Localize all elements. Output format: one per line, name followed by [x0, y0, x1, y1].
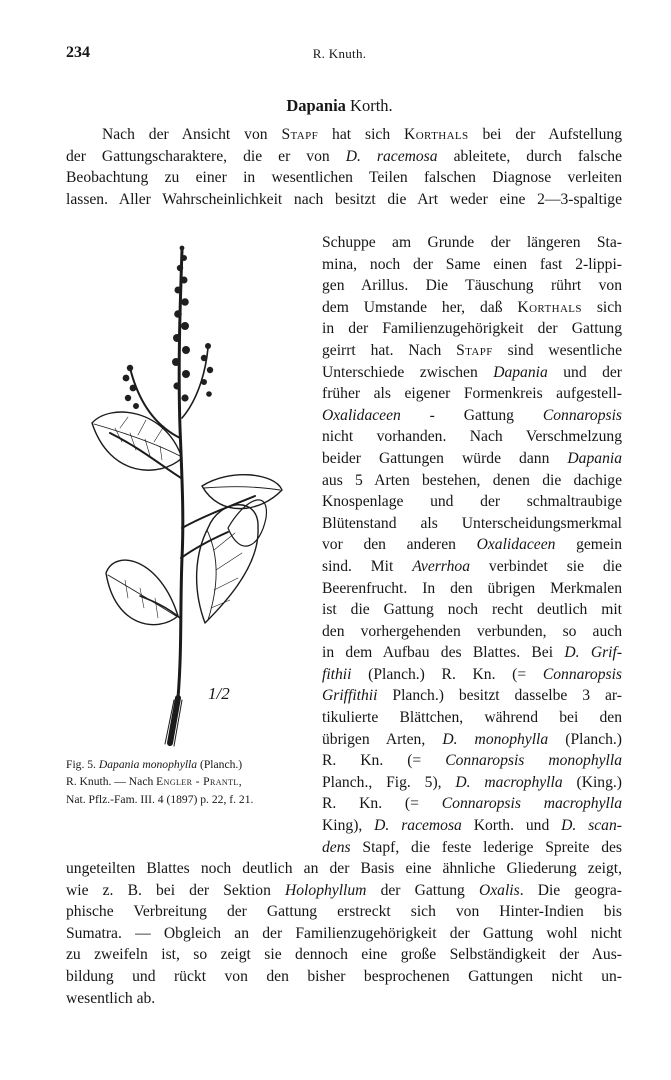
text-line: Griffithii Planch.) besitzt dasselbe 3 ar- [322, 687, 622, 705]
text-line: zu zweifeln ist, so zeigt sie dennoch eine große Selbständigkeit der Aus- [66, 946, 622, 964]
figure-plant-illustration [70, 228, 318, 756]
text-line: R. Kn. (= Connaropsis macrophylla [322, 795, 622, 813]
leaf [92, 412, 182, 470]
text-line: Beerenfrucht. In den übrigen Merkmalen [322, 579, 622, 597]
closing-paragraph [66, 858, 622, 1009]
text-line: vor den anderen Oxalidaceen gemein [322, 536, 622, 554]
page-header [66, 44, 613, 64]
page-number: 234 [66, 44, 90, 61]
text-line: wie z. B. bei der Sektion Holophyllum der Gattung Oxalis. Die geogra- [66, 881, 622, 899]
side-branch [130, 368, 180, 438]
text-line: Sumatra. — Obgleich an der Familienzugehörigkeit der Gattung wohl nicht [66, 924, 622, 942]
text-line: tikulierte Blättchen, während bei den [322, 709, 622, 727]
text-line: Knospenlage und der schmaltraubige [322, 493, 622, 511]
leaf [197, 505, 258, 623]
text-line: der Gattungscharaktere, die er von D. racemosa ableitete, durch falsche [66, 147, 622, 165]
genus-name: Dapania [286, 96, 346, 115]
text-line: Beobachtung zu einer in wesentlichen Teilen falschen Diagnose verleiten [66, 169, 622, 187]
scale-label: 1/2 [208, 684, 230, 703]
text-line: den vorhergehenden verbunden, so auch [322, 622, 622, 640]
right-column-text [322, 232, 622, 858]
genus-author: Korth. [345, 96, 393, 115]
text-line: übrigen Arten, D. monophylla (Planch.) [322, 730, 622, 748]
text-line: R. Kn. (= Connaropsis monophylla [322, 752, 622, 770]
text-line: nicht vorhanden. Nach Verschmelzung [322, 428, 622, 446]
text-line: wesentlich ab. [66, 989, 156, 1007]
text-line: phische Verbreitung der Gattung erstreckt sich von Hinter-Indien bis [66, 903, 622, 921]
text-line: fithii (Planch.) R. Kn. (= Connaropsis [322, 665, 622, 683]
text-line: geirrt hat. Nach Stapf sind wesentliche [322, 341, 622, 359]
text-line: dem Umstande her, daß Korthals sich [322, 298, 622, 316]
text-line: gen Arillus. Die Täuschung rührt von [322, 277, 622, 295]
dapania-monophylla-drawing [70, 228, 318, 756]
intro-paragraph [66, 124, 622, 210]
text-line: dens Stapf, die feste lederige Spreite des [322, 838, 622, 856]
text-line: beider Gattungen würde dann Dapania [322, 449, 622, 467]
text-line: in der Familienzugehörigkeit der Gattung [322, 320, 622, 338]
caption-line: R. Knuth. — Nach Engler - Prantl, [66, 775, 242, 789]
leaf [106, 560, 178, 624]
text-line: in dem Aufbau des Blattes. Bei D. Grif- [322, 644, 622, 662]
text-line: aus 5 Arten bestehen, denen die dachige [322, 471, 622, 489]
text-line: bildung und rückt von den bisher besprochenen Gattungen nicht un- [66, 967, 622, 985]
running-title: R. Knuth. [312, 46, 367, 61]
text-line: lassen. Aller Wahrscheinlichkeit nach besitzt die Art weder eine 2—3-spaltige [66, 190, 622, 208]
text-line: King), D. racemosa Korth. und D. scan- [322, 817, 622, 835]
caption-line: Nat. Pflz.-Fam. III. 4 (1897) p. 22, f. 21. [66, 792, 254, 806]
text-line: sind. Mit Averrhoa verbindet sie die [322, 557, 622, 575]
section-title [66, 96, 613, 116]
leaf [202, 475, 282, 509]
text-line: Unterschiede zwischen Dapania und der [322, 363, 622, 381]
figure-caption [66, 756, 304, 808]
text-line: ungeteilten Blattes noch deutlich an der Basis eine ähnliche Gliederung zeigt, [66, 860, 622, 877]
text-line: Blütenstand als Unterscheidungsmerkmal [322, 514, 622, 532]
text-line: Oxalidaceen - Gattung Connaropsis [322, 406, 622, 424]
text-line: ist die Gattung noch recht deutlich mit [322, 601, 622, 619]
text-line: mina, noch der Same einen fast 2-lippi- [322, 255, 622, 273]
caption-line: Fig. 5. Dapania monophylla (Planch.) [66, 758, 243, 771]
text-line: Nach der Ansicht von Stapf hat sich Korthals bei der Aufstellung [102, 126, 622, 143]
text-line: Planch., Fig. 5), D. macrophylla (King.) [322, 773, 622, 791]
text-line: Schuppe am Grunde der längeren Sta- [322, 234, 622, 251]
text-line: früher als eigener Formenkreis aufgestell- [322, 385, 622, 403]
